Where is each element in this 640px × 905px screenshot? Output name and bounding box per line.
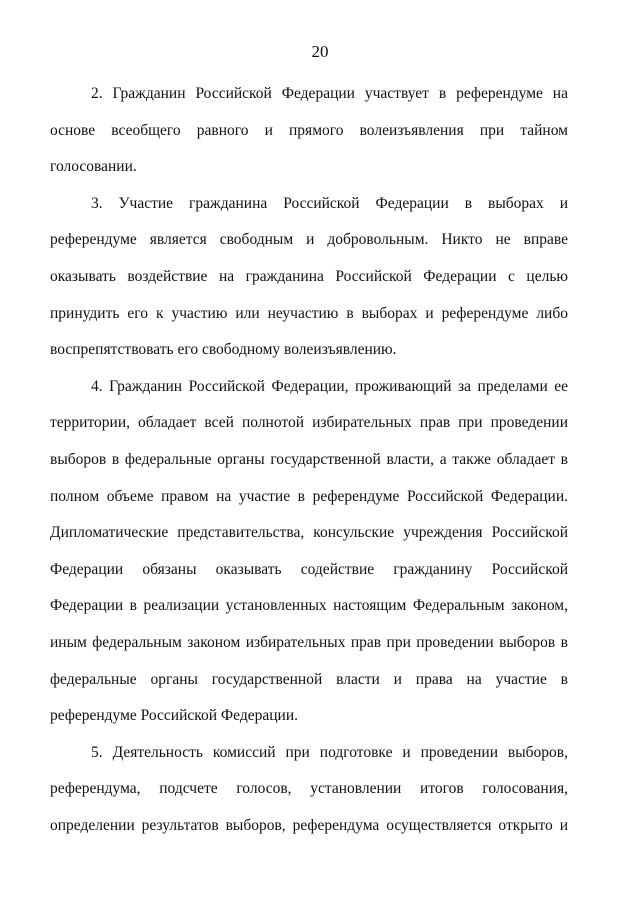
paragraph-2 <box>50 76 568 186</box>
text-line: основе всеобщего равного и прямого волеизъявления при тайном <box>50 121 568 139</box>
text-line: голосовании. <box>50 158 137 176</box>
text-line: Дипломатические представительства, консульские учреждения Российской <box>50 524 568 542</box>
paragraph-3 <box>50 186 568 369</box>
text-line: 4. Гражданин Российской Федерации, проживающий за пределами ее <box>91 377 568 395</box>
text-line: оказывать воздействие на гражданина Российской Федерации с целью <box>50 267 568 285</box>
text-line: Федерации в реализации установленных настоящим Федеральным законом, <box>50 597 568 615</box>
text-line: определении результатов выборов, референдума осуществляется открыто и <box>50 816 568 834</box>
text-line: выборов в федеральные органы государственной власти, а также обладает в <box>50 450 568 468</box>
text-line: территории, обладает всей полнотой избирательных прав при проведении <box>50 414 568 432</box>
text-line: референдуме является свободным и добровольным. Никто не вправе <box>50 231 568 249</box>
text-line: федеральные органы государственной власти и права на участие в <box>50 670 568 688</box>
paragraph-5 <box>50 735 568 845</box>
body-text <box>50 76 568 844</box>
paragraph-4 <box>50 369 568 735</box>
text-line: иным федеральным законом избирательных прав при проведении выборов в <box>50 633 568 651</box>
text-line: принудить его к участию или неучастию в выборах и референдуме либо <box>50 304 568 322</box>
text-line: референдуме Российской Федерации. <box>50 707 298 725</box>
text-line: Федерации обязаны оказывать содействие гражданину Российской <box>50 560 568 578</box>
page-number: 20 <box>311 42 329 61</box>
text-line: 3. Участие гражданина Российской Федерации в выборах и <box>91 194 568 212</box>
text-line: 2. Гражданин Российской Федерации участвует в референдуме на <box>91 85 568 102</box>
text-line: воспрепятствовать его свободному волеизъявлению. <box>50 341 397 359</box>
text-line: референдума, подсчете голосов, установлении итогов голосования, <box>50 780 568 798</box>
text-line: 5. Деятельность комиссий при подготовке и проведении выборов, <box>91 743 568 761</box>
text-line: полном объеме правом на участие в референдуме Российской Федерации. <box>50 487 568 505</box>
